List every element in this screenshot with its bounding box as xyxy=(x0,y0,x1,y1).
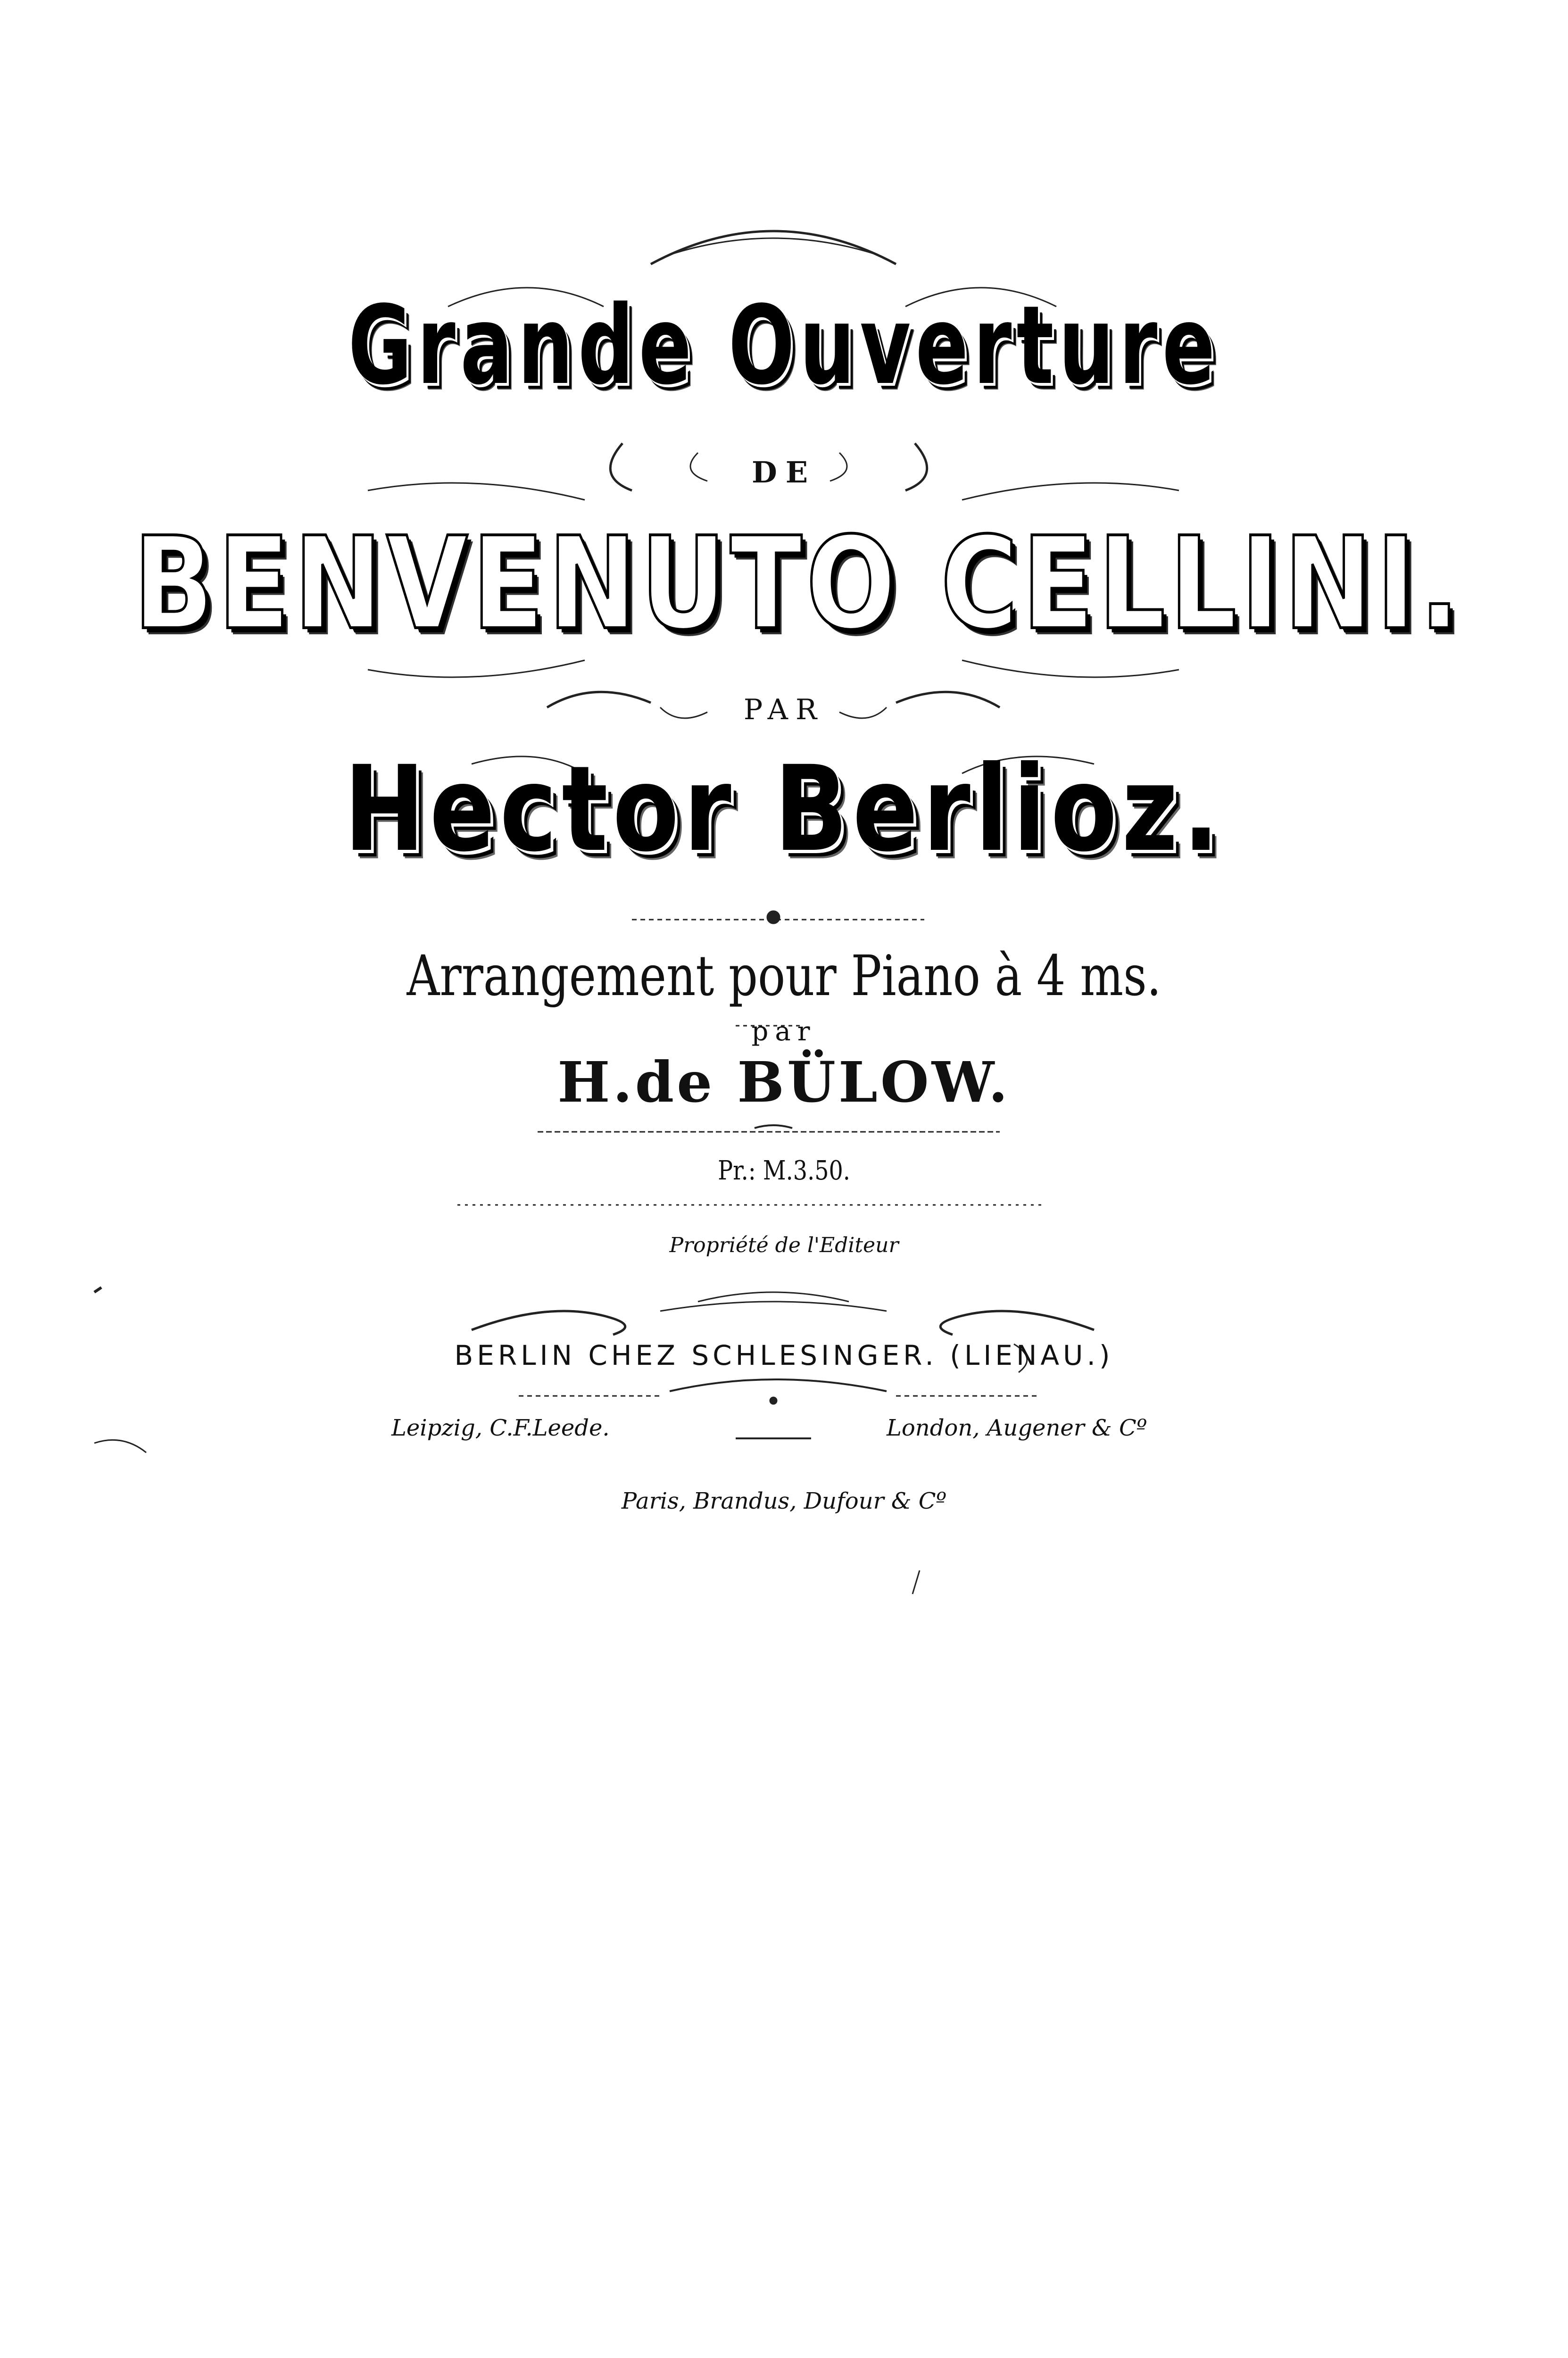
publisher-paris: Paris, Brandus, Dufour & Cº xyxy=(621,1488,947,1514)
arranger-name: H.de BÜLOW. xyxy=(557,1049,1011,1115)
price: Pr.: M.3.50. xyxy=(718,1155,850,1186)
publisher-leipzig: Leipzig, C.F.Leede. xyxy=(391,1415,610,1441)
publisher-main: BERLIN CHEZ SCHLESINGER. (LIENAU.) xyxy=(454,1339,1114,1371)
title-grande-ouverture: Grande Ouverture xyxy=(348,283,1220,409)
publisher-right-flourish xyxy=(940,1311,1094,1335)
title-par: PAR xyxy=(743,693,825,726)
publisher-london: London, Augener & Cº xyxy=(887,1415,1147,1441)
title-de: DE xyxy=(751,455,817,490)
composer-name: Hector Berlioz. xyxy=(344,740,1224,878)
publisher-left-flourish xyxy=(472,1311,625,1335)
top-arch-flourish xyxy=(651,231,896,264)
title-benvenuto-cellini: BENVENUTO CELLINI. xyxy=(133,509,1464,658)
arrangement-line: Arrangement pour Piano à 4 ms. xyxy=(407,943,1161,1008)
property-notice: Propriété de l'Editeur xyxy=(669,1233,899,1257)
arrangement-par: par xyxy=(751,1016,817,1047)
